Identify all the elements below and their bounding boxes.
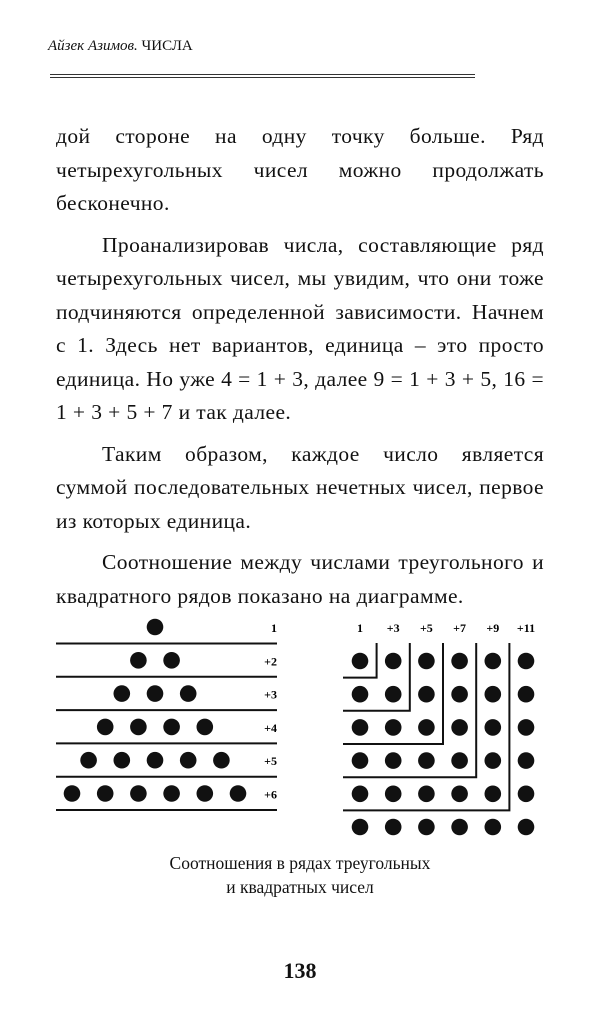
dot <box>385 719 402 736</box>
dot <box>197 719 214 736</box>
dot <box>485 786 502 803</box>
dot <box>518 686 535 703</box>
dot <box>385 686 402 703</box>
paragraph: Проанализировав числа, составляющие ряд четырехугольных чисел, мы увидим, что они тоже подчиняются определенной зависимости. Начнем с 1. Здесь нет вариантов, единица – это просто единица. Но уже 4 = 1 + 3, далее 9 = 1 + 3 + 5, 16 = 1 + 3 + 5 + 7 и так далее. <box>56 232 544 424</box>
dot <box>352 786 369 803</box>
dot <box>385 786 402 803</box>
figure-caption <box>100 851 500 899</box>
column-label: +9 <box>486 621 500 635</box>
dot <box>518 752 535 769</box>
column-label: +3 <box>386 621 400 635</box>
dot <box>97 719 114 736</box>
dot <box>147 685 164 702</box>
dot <box>518 653 535 670</box>
row-label: 1 <box>271 621 277 635</box>
row-label: +5 <box>264 754 277 769</box>
dot <box>197 785 214 802</box>
column-label: +11 <box>516 621 536 635</box>
header-author: Айзек Азимов. <box>48 38 138 54</box>
dot <box>451 719 468 736</box>
dot <box>418 686 435 703</box>
dot <box>80 752 97 769</box>
dot <box>485 719 502 736</box>
dot <box>114 685 131 702</box>
dot <box>163 785 180 802</box>
dot <box>213 752 230 769</box>
dot <box>451 786 468 803</box>
dot <box>352 653 369 670</box>
row-label: +6 <box>264 787 277 802</box>
dot <box>485 653 502 670</box>
caption-line: Соотношения в рядах треугольных <box>169 853 431 873</box>
paragraph: Таким образом, каждое число является суммой последовательных нечетных чисел, первое из которых единица. <box>56 441 544 533</box>
dot <box>518 819 535 836</box>
dot <box>451 686 468 703</box>
dot <box>352 686 369 703</box>
paragraph: дой стороне на одну точку больше. Ряд четырехугольных чисел можно продолжать бесконечно. <box>56 124 544 215</box>
dot <box>130 785 147 802</box>
dot <box>352 819 369 836</box>
row-label: +2 <box>264 654 277 669</box>
dot <box>485 752 502 769</box>
dot <box>130 652 147 669</box>
row-label: +4 <box>264 720 277 735</box>
dot <box>163 719 180 736</box>
column-label: +5 <box>419 621 433 635</box>
dot <box>180 685 197 702</box>
dot <box>418 653 435 670</box>
header-book-title: ЧИСЛА <box>141 38 193 54</box>
dot <box>451 752 468 769</box>
dot <box>385 653 402 670</box>
dot <box>418 719 435 736</box>
dot <box>352 752 369 769</box>
dot <box>518 786 535 803</box>
dot <box>64 785 81 802</box>
dot <box>518 719 535 736</box>
dot <box>451 653 468 670</box>
dot <box>451 819 468 836</box>
dot <box>130 719 147 736</box>
square-numbers-diagram <box>343 621 535 835</box>
page-number: 138 <box>283 958 317 983</box>
dot <box>352 719 369 736</box>
triangular-numbers-diagram <box>56 619 277 810</box>
dot <box>385 752 402 769</box>
row-label: +3 <box>264 687 277 702</box>
column-label: 1 <box>357 621 363 635</box>
dot <box>418 752 435 769</box>
column-label: +7 <box>453 621 467 635</box>
dot <box>385 819 402 836</box>
dot <box>418 819 435 836</box>
paragraph: Соотношение между числами треугольного и квадратного рядов показано на диаграмме. <box>56 550 544 608</box>
dot <box>230 785 247 802</box>
dot <box>418 786 435 803</box>
dot <box>163 652 180 669</box>
dot <box>485 819 502 836</box>
dot <box>485 686 502 703</box>
dot <box>147 619 164 636</box>
caption-line: и квадратных чисел <box>226 877 374 897</box>
dot <box>180 752 197 769</box>
dot <box>147 752 164 769</box>
dot <box>114 752 131 769</box>
dot <box>97 785 114 802</box>
